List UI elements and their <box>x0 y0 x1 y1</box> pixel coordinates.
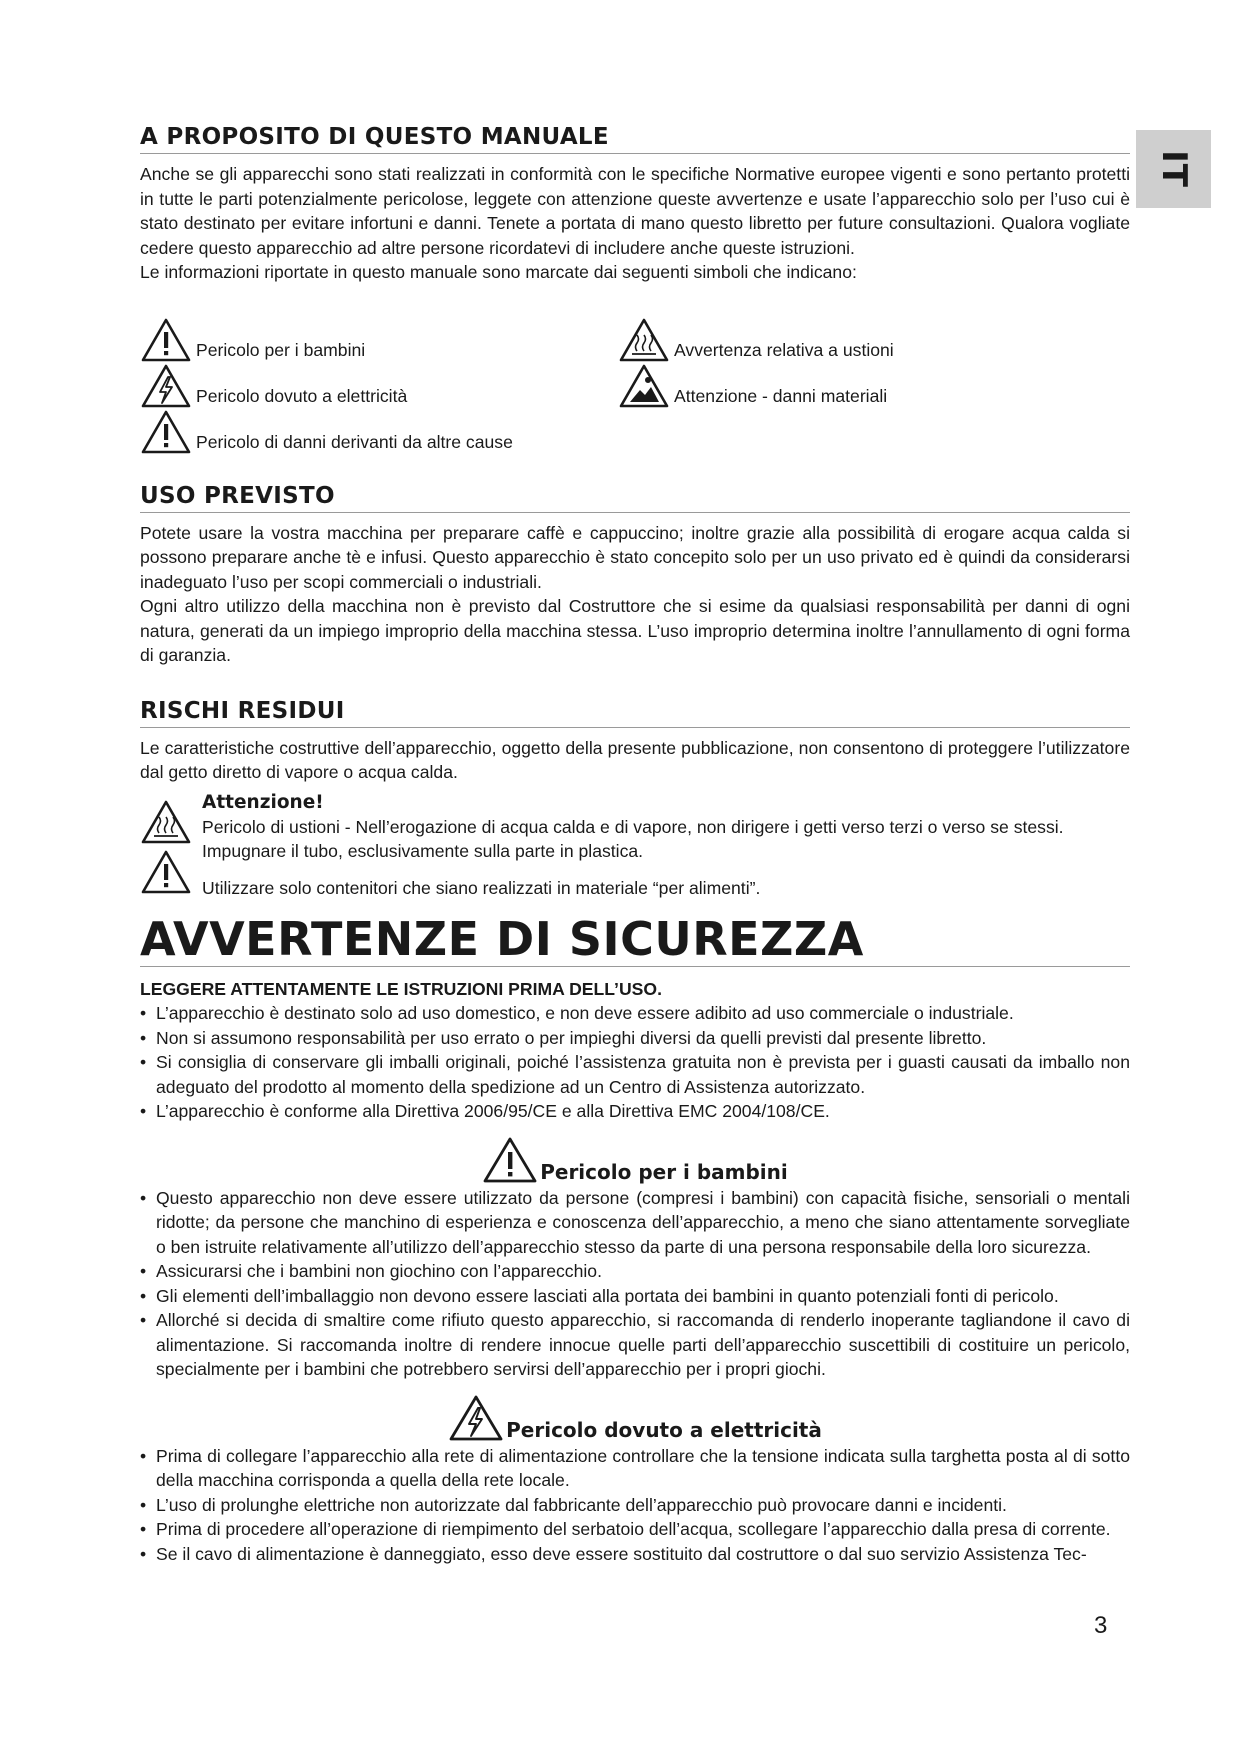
warning-exclamation-icon <box>140 317 192 363</box>
warning-exclamation-icon <box>482 1136 538 1184</box>
list-item: • Se il cavo di alimentazione è danneggiato, esso deve essere sostituito dal costruttore o dal suo servizio Assistenza Tec- <box>140 1542 1130 1567</box>
legend-electric <box>140 363 407 409</box>
attention-line-1: Pericolo di ustioni - Nell’erogazione di acqua calda e di vapore, non dirigere i getti verso terzi o verso se stessi. <box>202 816 1064 837</box>
legend-material-label: Attenzione - danni materiali <box>674 385 888 406</box>
list-item: • Gli elementi dell’imballaggio non devono essere lasciati alla portata dei bambini in quanto potenziali fonti di pericolo. <box>140 1284 1130 1309</box>
electric-danger-title: Pericolo dovuto a elettricità <box>506 1417 822 1442</box>
legend-burns <box>618 317 894 363</box>
list-item: • Assicurarsi che i bambini non giochino con l’apparecchio. <box>140 1259 1130 1284</box>
language-code: IT <box>1153 150 1194 188</box>
children-danger-title: Pericolo per i bambini <box>540 1159 788 1184</box>
legend-burns-label: Avvertenza relativa a ustioni <box>674 339 894 360</box>
manual-symbols-intro: Le informazioni riportate in questo manuale sono marcate dai seguenti simboli che indicano: <box>140 262 857 282</box>
page-content <box>140 124 1130 1566</box>
material-damage-icon <box>618 363 670 409</box>
attention-title: Attenzione! <box>202 791 324 813</box>
children-bullet-list <box>140 1186 1130 1382</box>
legend-children-label: Pericolo per i bambini <box>196 339 366 360</box>
list-item: • L’apparecchio è conforme alla Direttiva 2006/95/CE e alla Direttiva EMC 2004/108/CE. <box>140 1099 1130 1124</box>
intended-use-paragraph-2: Ogni altro utilizzo della macchina non è previsto dal Costruttore che si esime da qualsiasi responsabilità per danni di ogni natura, generati da un impiego improprio della macchina stessa. L’uso improprio determina inoltre l’annullamento di ogni forma di garanzia. <box>140 596 1130 665</box>
children-danger-heading <box>140 1136 1130 1184</box>
list-item: • L’apparecchio è destinato solo ad uso domestico, e non deve essere adibito ad uso commerciale o industriale. <box>140 1001 1130 1026</box>
intended-use-paragraph-1: Potete usare la vostra macchina per preparare caffè e cappuccino; inoltre grazie alla possibilità di erogare acqua calda si possono preparare anche tè e infusi. Questo apparecchio è stato concepito solo per un uso privato ed è quindi da considerarsi inadeguato l’uso per scopi commerciali o industriali. <box>140 522 1130 592</box>
electric-hazard-icon <box>448 1394 504 1442</box>
list-item: • Allorché si decida di smaltire come rifiuto questo apparecchio, si raccomanda di renderlo inoperante tagliandone il cavo di alimentazione. Si raccomanda inoltre di rendere innocue quelle parti dell’apparecchio suscettibili di costituire un pericolo, specialmente per i bambini che potrebbero servirsi dell’apparecchio per i propri giochi. <box>140 1308 1130 1382</box>
hot-surface-icon <box>140 799 192 845</box>
warning-exclamation-icon <box>140 409 192 455</box>
residual-risks-paragraph: Le caratteristiche costruttive dell’apparecchio, oggetto della presente pubblicazione, non consentono di proteggere l’utilizzatore dal getto diretto di vapore o acqua calda. <box>140 737 1130 782</box>
warning-exclamation-icon <box>140 849 192 895</box>
attention-line-3: Utilizzare solo contenitori che siano realizzati in materiale “per alimenti”. <box>202 877 761 898</box>
legend-children <box>140 317 365 363</box>
legend-other-label: Pericolo di danni derivanti da altre cause <box>196 431 513 452</box>
electric-hazard-icon <box>140 363 192 409</box>
section-title-safety-warnings: AVVERTENZE DI SICUREZZA <box>140 912 1130 967</box>
legend-other <box>140 409 513 455</box>
list-item: • L’uso di prolunghe elettriche non autorizzate dal fabbricante dell’apparecchio può provocare danni e incidenti. <box>140 1493 1130 1518</box>
attention-block <box>140 791 1130 901</box>
hot-surface-icon <box>618 317 670 363</box>
language-tab <box>1136 130 1211 208</box>
electric-bullet-list <box>140 1444 1130 1567</box>
attention-line-2: Impugnare il tubo, esclusivamente sulla parte in plastica. <box>202 841 644 861</box>
page-number: 3 <box>1094 1612 1108 1639</box>
attention-icons <box>140 791 202 895</box>
list-item: • Questo apparecchio non deve essere utilizzato da persone (compresi i bambini) con capacità fisiche, sensoriali o mentali ridotte; da persone che manchino di esperienza e conoscenza dell’apparecchio, a meno che siano attentamente sorvegliate o ben istruite relativamente all’utilizzo dell’apparecchio stesso da parte di una persona responsabile della loro sicurezza. <box>140 1186 1130 1260</box>
attention-text <box>202 791 1064 901</box>
symbol-legend <box>140 317 1130 469</box>
list-item: • Si consiglia di conservare gli imballi originali, poiché l’assistenza gratuita non è prevista per i guasti causati da imballo non adeguato del prodotto al momento della spedizione ad un Centro di Assistenza autorizzato. <box>140 1050 1130 1099</box>
section-title-manual: A PROPOSITO DI QUESTO MANUALE <box>140 124 1130 154</box>
legend-material <box>618 363 887 409</box>
list-item: • Prima di collegare l’apparecchio alla rete di alimentazione controllare che la tensione indicata sulla targhetta posta al di sotto della macchina corrisponda a quella della rete locale. <box>140 1444 1130 1493</box>
section-title-intended-use: USO PREVISTO <box>140 483 1130 513</box>
section-title-residual-risks: RISCHI RESIDUI <box>140 698 1130 728</box>
list-item: • Non si assumono responsabilità per uso errato o per impieghi diversi da quelli previsti dal presente libretto. <box>140 1026 1130 1051</box>
manual-intro-paragraph: Anche se gli apparecchi sono stati realizzati in conformità con le specifiche Normative europee vigenti e sono pertanto protetti in tutte le parti potenzialmente pericolose, leggete con attenzione queste avvertenze e usate l’apparecchio solo per l’uso cui è stato destinato per evitare infortuni e danni. Tenete a portata di mano questo libretto per future consultazioni. Qualora vogliate cedere questo apparecchio ad altre persone ricordatevi di includere anche queste istruzioni. <box>140 164 1130 258</box>
electric-danger-heading <box>140 1394 1130 1442</box>
safety-subtitle: LEGGERE ATTENTAMENTE LE ISTRUZIONI PRIMA DELL’USO. <box>140 979 662 999</box>
safety-bullet-list <box>140 1001 1130 1124</box>
list-item: • Prima di procedere all’operazione di riempimento del serbatoio dell’acqua, scollegare l’apparecchio dalla presa di corrente. <box>140 1517 1130 1542</box>
legend-electric-label: Pericolo dovuto a elettricità <box>196 385 408 406</box>
